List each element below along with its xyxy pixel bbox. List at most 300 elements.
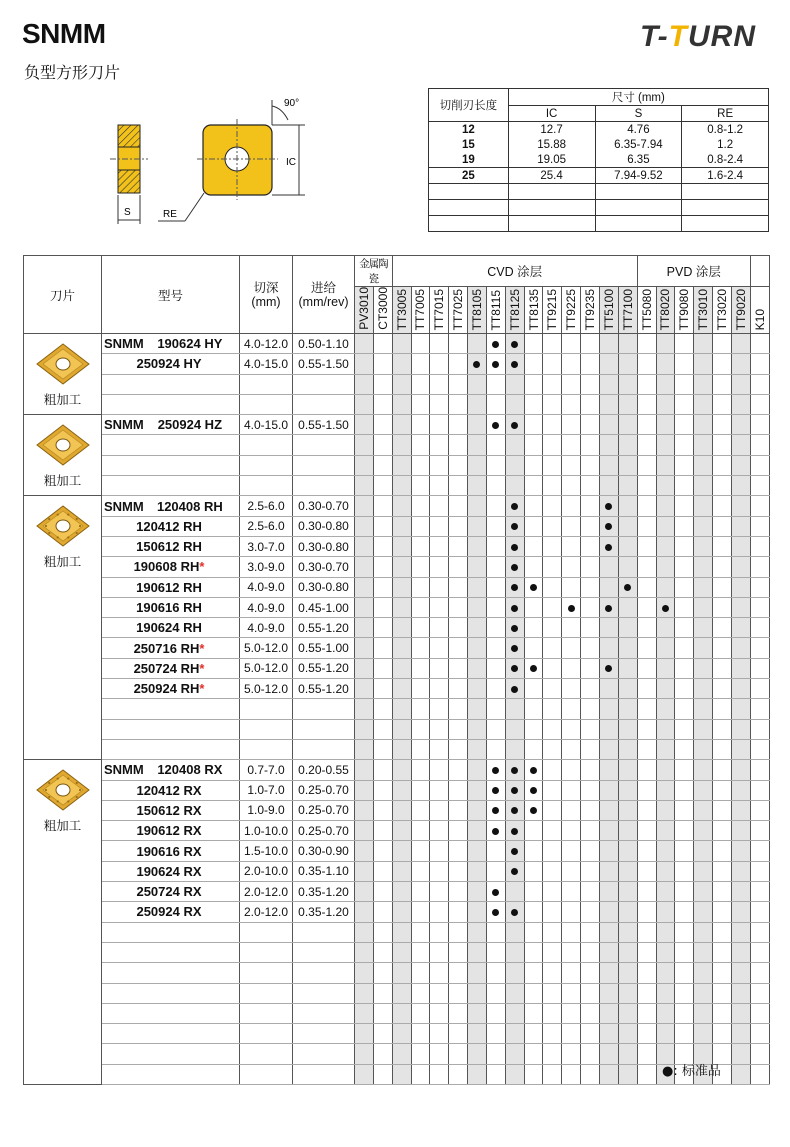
- table-row: [24, 354, 770, 374]
- model-number: 150612 RH: [136, 539, 202, 555]
- grade-cell: [750, 800, 769, 820]
- standard-dot-icon: [511, 645, 518, 652]
- feed-cell: 0.55-1.20: [293, 679, 355, 699]
- grade-cell: [675, 902, 694, 922]
- grade-cell: [713, 902, 732, 922]
- new-item-star-icon: *: [199, 559, 205, 575]
- standard-dot-icon: [492, 807, 499, 814]
- model-cell: [102, 963, 240, 983]
- model-number: 120408 RH: [156, 498, 223, 514]
- grade-cell: [430, 922, 449, 942]
- depth-cell: 0.7-7.0: [240, 760, 293, 780]
- grade-cell: [618, 476, 637, 496]
- grade-cell: [750, 902, 769, 922]
- table-row: [24, 800, 770, 820]
- standard-dot-icon: [530, 584, 537, 591]
- grade-cell: [694, 861, 713, 881]
- grade-cell: [713, 476, 732, 496]
- standard-dot-icon: [511, 564, 518, 571]
- grade-cell: [505, 821, 524, 841]
- grade-cell: [713, 577, 732, 597]
- grade-cell: [694, 354, 713, 374]
- grade-cell: [486, 618, 505, 638]
- grade-cell: [524, 658, 543, 678]
- depth-cell: 4.0-12.0: [240, 334, 293, 354]
- brand-logo: T-TURN: [640, 20, 756, 53]
- grade-cell: [355, 780, 374, 800]
- grade-cell: [581, 455, 600, 475]
- grade-cell: [411, 1044, 430, 1064]
- grade-cell: [411, 882, 430, 902]
- grade-cell: [599, 1064, 618, 1084]
- feed-cell: 0.30-0.70: [293, 557, 355, 577]
- feed-cell: 0.50-1.10: [293, 334, 355, 354]
- grade-cell: [505, 415, 524, 435]
- grade-cell: [637, 1003, 656, 1023]
- grade-cell: [637, 435, 656, 455]
- grade-cell: [468, 374, 487, 394]
- grade-cell: [505, 658, 524, 678]
- grade-label: TT8125: [507, 288, 522, 330]
- grade-cell: [618, 496, 637, 516]
- grade-cell: [486, 902, 505, 922]
- grade-cell: [373, 618, 392, 638]
- grade-cell: [618, 516, 637, 536]
- grade-cell: [618, 1003, 637, 1023]
- grade-cell: [562, 597, 581, 617]
- grade-cell: [713, 1024, 732, 1044]
- grade-cell: [411, 861, 430, 881]
- grade-label: TT7015: [432, 288, 447, 330]
- grade-cell: [562, 841, 581, 861]
- grade-cell: [581, 476, 600, 496]
- standard-dot-icon: [511, 341, 518, 348]
- grade-cell: [675, 882, 694, 902]
- grade-cell: [562, 536, 581, 556]
- insert-geometry-diagram: [100, 92, 330, 242]
- feed-cell: 0.35-1.20: [293, 882, 355, 902]
- grade-cell: [694, 679, 713, 699]
- grade-cell: [392, 861, 411, 881]
- grade-cell: [618, 354, 637, 374]
- table-row-empty: [24, 739, 770, 759]
- insert-usage-label: 粗加工: [43, 818, 82, 834]
- grade-cell: [373, 496, 392, 516]
- standard-dot-icon: [511, 868, 518, 875]
- grade-cell: [694, 638, 713, 658]
- grade-cell: [543, 902, 562, 922]
- grade-header: [430, 287, 449, 334]
- dims-cell: 0.8-1.2: [682, 122, 769, 138]
- grade-cell: [486, 597, 505, 617]
- grade-cell: [355, 922, 374, 942]
- dims-cell: 6.35: [595, 152, 682, 168]
- standard-dot-icon: [511, 828, 518, 835]
- grade-cell: [392, 841, 411, 861]
- grade-cell: [543, 699, 562, 719]
- insert-usage-label: 粗加工: [43, 554, 82, 570]
- grade-cell: [581, 415, 600, 435]
- grade-cell: [637, 415, 656, 435]
- model-prefix: SNMM: [104, 417, 144, 433]
- model-cell: [102, 882, 240, 902]
- grade-cell: [675, 394, 694, 414]
- grade-cell: [713, 415, 732, 435]
- ic-label: IC: [286, 157, 296, 168]
- grade-cell: [581, 638, 600, 658]
- model-cell: [102, 841, 240, 861]
- depth-cell: 1.0-10.0: [240, 821, 293, 841]
- insert-cell: [24, 415, 102, 496]
- grade-cell: [373, 719, 392, 739]
- feed-cell: [293, 455, 355, 475]
- feed-cell: 0.30-0.80: [293, 577, 355, 597]
- grade-cell: [562, 821, 581, 841]
- grade-cell: [637, 455, 656, 475]
- dims-empty: [508, 200, 595, 216]
- grade-cell: [562, 618, 581, 638]
- standard-dot-icon: [605, 665, 612, 672]
- grade-cell: [562, 1064, 581, 1084]
- grade-cell: [562, 334, 581, 354]
- grade-cell: [486, 435, 505, 455]
- grade-cell: [411, 1003, 430, 1023]
- grade-cell: [713, 536, 732, 556]
- grade-cell: [392, 415, 411, 435]
- grade-cell: [468, 719, 487, 739]
- grade-cell: [731, 455, 750, 475]
- grade-cell: [731, 516, 750, 536]
- grade-cell: [449, 739, 468, 759]
- grade-cell: [468, 963, 487, 983]
- grade-cell: [505, 739, 524, 759]
- depth-cell: [240, 374, 293, 394]
- grade-cell: [468, 942, 487, 962]
- grade-label: TT7100: [620, 288, 635, 330]
- feed-cell: 0.25-0.70: [293, 800, 355, 820]
- grade-cell: [599, 516, 618, 536]
- grade-cell: [581, 374, 600, 394]
- grade-cell: [355, 334, 374, 354]
- grade-header: [543, 287, 562, 334]
- grade-cell: [637, 821, 656, 841]
- grade-cell: [373, 415, 392, 435]
- grade-cell: [486, 719, 505, 739]
- grade-cell: [562, 1044, 581, 1064]
- grade-cell: [505, 557, 524, 577]
- feed-cell: [293, 922, 355, 942]
- model-number: 150612 RX: [136, 802, 202, 818]
- grade-cell: [486, 658, 505, 678]
- grade-cell: [750, 354, 769, 374]
- model-cell: [102, 1024, 240, 1044]
- grade-cell: [505, 618, 524, 638]
- grade-label: TT9020: [733, 288, 748, 330]
- table-row-empty: [24, 719, 770, 739]
- grade-header: [449, 287, 468, 334]
- grade-cell: [618, 882, 637, 902]
- grade-cell: [392, 963, 411, 983]
- grade-cell: [675, 618, 694, 638]
- grade-cell: [599, 800, 618, 820]
- depth-cell: 3.0-7.0: [240, 536, 293, 556]
- standard-dot-icon: [530, 767, 537, 774]
- grade-label: TT5100: [601, 288, 616, 330]
- grade-cell: [524, 1024, 543, 1044]
- grade-cell: [581, 983, 600, 1003]
- model-cell: [102, 719, 240, 739]
- header-depth: 切深 (mm): [240, 256, 293, 334]
- depth-cell: [240, 1003, 293, 1023]
- grade-cell: [750, 1003, 769, 1023]
- grade-selection-table: [23, 255, 770, 1085]
- grade-cell: [543, 922, 562, 942]
- grade-cell: [543, 638, 562, 658]
- table-row-empty: [24, 942, 770, 962]
- model-number: 120408 RX: [157, 762, 223, 778]
- grade-cell: [411, 476, 430, 496]
- dims-empty: [429, 184, 509, 200]
- grade-cell: [675, 374, 694, 394]
- grade-cell: [581, 719, 600, 739]
- grade-cell: [355, 861, 374, 881]
- grade-cell: [750, 861, 769, 881]
- grade-cell: [449, 476, 468, 496]
- grade-cell: [731, 760, 750, 780]
- grade-cell: [411, 334, 430, 354]
- grade-cell: [411, 1064, 430, 1084]
- grade-cell: [694, 374, 713, 394]
- grade-cell: [449, 435, 468, 455]
- grade-cell: [675, 597, 694, 617]
- grade-cell: [373, 983, 392, 1003]
- angle-label: 90°: [284, 98, 300, 109]
- grade-cell: [581, 557, 600, 577]
- grade-cell: [637, 719, 656, 739]
- grade-label: TT9235: [583, 288, 598, 330]
- feed-cell: 0.25-0.70: [293, 821, 355, 841]
- grade-cell: [486, 415, 505, 435]
- model-cell: [102, 983, 240, 1003]
- grade-cell: [581, 334, 600, 354]
- dims-cell: 6.35-7.94: [595, 137, 682, 152]
- grade-cell: [637, 476, 656, 496]
- grade-cell: [355, 658, 374, 678]
- standard-dot-icon: [511, 848, 518, 855]
- grade-cell: [543, 983, 562, 1003]
- feed-cell: [293, 476, 355, 496]
- grade-cell: [562, 942, 581, 962]
- grade-header: [486, 287, 505, 334]
- grade-cell: [449, 516, 468, 536]
- grade-cell: [656, 476, 675, 496]
- grade-cell: [543, 435, 562, 455]
- grade-cell: [449, 882, 468, 902]
- grade-cell: [373, 334, 392, 354]
- grade-header: [355, 287, 374, 334]
- grade-cell: [486, 821, 505, 841]
- grade-cell: [411, 983, 430, 1003]
- insert-image: [34, 502, 92, 550]
- grade-cell: [543, 658, 562, 678]
- grade-cell: [524, 374, 543, 394]
- grade-cell: [449, 374, 468, 394]
- grade-cell: [618, 577, 637, 597]
- grade-cell: [675, 354, 694, 374]
- grade-cell: [449, 455, 468, 475]
- grade-cell: [411, 800, 430, 820]
- grade-cell: [524, 902, 543, 922]
- grade-cell: [637, 780, 656, 800]
- grade-cell: [486, 800, 505, 820]
- grade-cell: [392, 557, 411, 577]
- grade-cell: [505, 679, 524, 699]
- grade-cell: [486, 861, 505, 881]
- grade-cell: [750, 415, 769, 435]
- grade-cell: [694, 557, 713, 577]
- dims-cell: 12.7: [508, 122, 595, 138]
- grade-cell: [694, 760, 713, 780]
- insert-usage-label: 粗加工: [43, 392, 82, 407]
- grade-cell: [637, 334, 656, 354]
- grade-cell: [675, 516, 694, 536]
- grade-cell: [713, 1003, 732, 1023]
- grade-cell: [486, 394, 505, 414]
- grade-cell: [524, 821, 543, 841]
- grade-cell: [675, 800, 694, 820]
- dims-cell: 19.05: [508, 152, 595, 168]
- grade-cell: [731, 658, 750, 678]
- table-row-empty: [24, 699, 770, 719]
- grade-cell: [392, 476, 411, 496]
- feed-cell: 0.55-1.50: [293, 415, 355, 435]
- feed-cell: [293, 1003, 355, 1023]
- grade-label: TT5080: [639, 288, 654, 330]
- grade-cell: [750, 374, 769, 394]
- grade-cell: [656, 760, 675, 780]
- grade-cell: [449, 821, 468, 841]
- grade-cell: [637, 557, 656, 577]
- grade-cell: [656, 394, 675, 414]
- grade-cell: [505, 719, 524, 739]
- grade-cell: [656, 638, 675, 658]
- grade-cell: [468, 679, 487, 699]
- grade-cell: [392, 516, 411, 536]
- grade-cell: [543, 780, 562, 800]
- grade-cell: [468, 618, 487, 638]
- grade-cell: [486, 882, 505, 902]
- feed-cell: 0.55-1.00: [293, 638, 355, 658]
- grade-cell: [618, 658, 637, 678]
- side-view-top: [118, 125, 140, 147]
- grade-cell: [694, 658, 713, 678]
- grade-cell: [392, 334, 411, 354]
- grade-cell: [581, 882, 600, 902]
- grade-cell: [355, 597, 374, 617]
- grade-cell: [524, 394, 543, 414]
- grade-cell: [543, 618, 562, 638]
- grade-cell: [581, 394, 600, 414]
- grade-cell: [562, 1003, 581, 1023]
- depth-cell: 1.5-10.0: [240, 841, 293, 861]
- grade-cell: [637, 739, 656, 759]
- grade-cell: [637, 699, 656, 719]
- grade-cell: [355, 394, 374, 414]
- grade-cell: [731, 638, 750, 658]
- grade-cell: [637, 882, 656, 902]
- grade-cell: [694, 516, 713, 536]
- grade-cell: [731, 902, 750, 922]
- grade-header: [524, 287, 543, 334]
- grade-cell: [656, 922, 675, 942]
- header-cvd: CVD 涂层: [392, 256, 637, 287]
- grade-cell: [449, 618, 468, 638]
- feed-cell: [293, 435, 355, 455]
- grade-cell: [599, 597, 618, 617]
- grade-cell: [486, 354, 505, 374]
- grade-cell: [373, 739, 392, 759]
- grade-cell: [618, 1024, 637, 1044]
- grade-cell: [449, 1024, 468, 1044]
- grade-cell: [675, 557, 694, 577]
- grade-cell: [599, 780, 618, 800]
- grade-cell: [731, 780, 750, 800]
- grade-cell: [581, 922, 600, 942]
- grade-cell: [392, 1044, 411, 1064]
- grade-cell: [713, 638, 732, 658]
- grade-cell: [713, 679, 732, 699]
- grade-cell: [581, 496, 600, 516]
- model-number: 190612 RH: [136, 579, 202, 595]
- grade-cell: [637, 658, 656, 678]
- dims-empty: [682, 184, 769, 200]
- grade-cell: [675, 983, 694, 1003]
- depth-cell: [240, 394, 293, 414]
- grade-cell: [637, 638, 656, 658]
- grade-cell: [618, 1044, 637, 1064]
- grade-cell: [524, 719, 543, 739]
- standard-dot-icon: [492, 767, 499, 774]
- grade-cell: [449, 922, 468, 942]
- standard-dot-icon: [473, 361, 480, 368]
- grade-cell: [656, 983, 675, 1003]
- model-cell: [102, 455, 240, 475]
- model-number: 190616 RX: [136, 843, 202, 859]
- grade-cell: [543, 963, 562, 983]
- table-row: [24, 638, 770, 658]
- grade-cell: [599, 983, 618, 1003]
- grade-header: [694, 287, 713, 334]
- model-cell: [102, 516, 240, 536]
- grade-cell: [562, 354, 581, 374]
- grade-cell: [468, 354, 487, 374]
- table-row-empty: [24, 455, 770, 475]
- grade-cell: [637, 354, 656, 374]
- grade-cell: [411, 354, 430, 374]
- grade-cell: [599, 658, 618, 678]
- depth-cell: 4.0-15.0: [240, 354, 293, 374]
- grade-cell: [675, 435, 694, 455]
- grade-cell: [581, 902, 600, 922]
- dims-empty: [508, 184, 595, 200]
- model-number: 190608 RH: [133, 559, 200, 575]
- feed-cell: [293, 394, 355, 414]
- grade-cell: [524, 638, 543, 658]
- grade-cell: [543, 841, 562, 861]
- grade-cell: [581, 516, 600, 536]
- grade-cell: [656, 374, 675, 394]
- grade-cell: [562, 902, 581, 922]
